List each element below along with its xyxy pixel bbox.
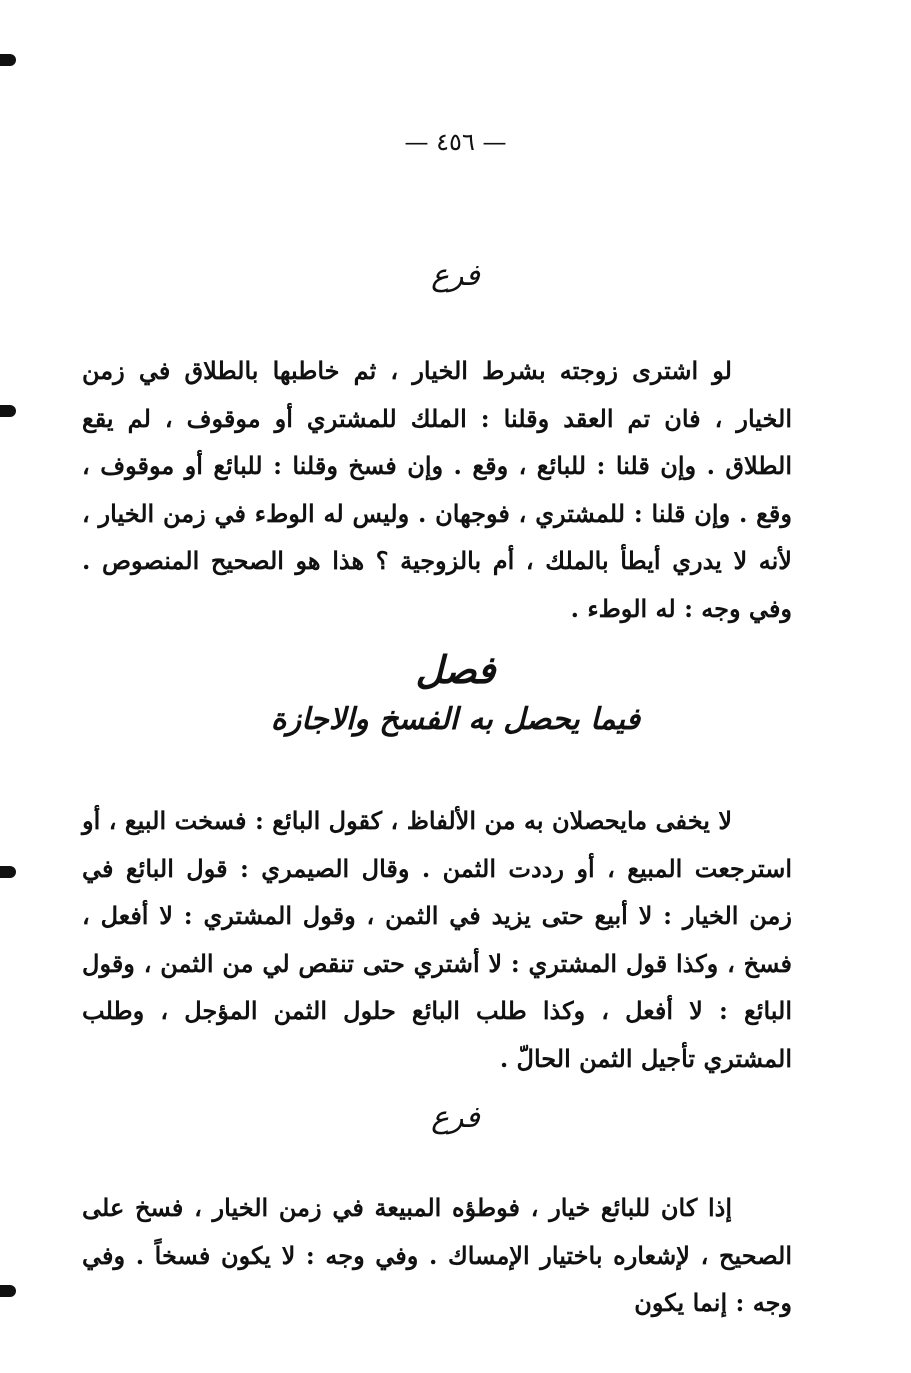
section-paragraph-2	[82, 797, 792, 1082]
paragraph-text: لو اشترى زوجته بشرط الخيار ، ثم خاطبها بالطلاق في زمن الخيار ، فان تم العقد وقلنا : الملك للمشتري أو موقوف ، لم يقع الطلاق . وإن قلنا : للبائع ، وقع . وإن فسخ وقلنا : للبائع أو موقوف ، وقع . وإن قلنا : للمشتري ، فوجهان . وليس له الوطء في زمن الخيار ، لأنه لا يدري أيطأ بالملك ، أم بالزوجية ؟ هذا هو الصحيح المنصوص . وفي وجه : له الوطء .	[82, 356, 792, 623]
paragraph-text: لا يخفى مايحصلان به من الألفاظ ، كقول البائع : فسخت البيع ، أو استرجعت المبيع ، أو رددت الثمن . وقال الصيمري : قول البائع في زمن الخيار : لا أبيع حتى يزيد في الثمن ، وقول المشتري : لا أفعل ، فسخ ، وكذا قول المشتري : لا أشتري حتى تنقص لي من الثمن ، وقول البائع : لا أفعل ، وكذا طلب البائع حلول الثمن المؤجل ، وطلب المشتري تأجيل الثمن الحالّ .	[82, 806, 792, 1073]
chapter-heading-fasl: فصل	[415, 647, 496, 692]
section-paragraph-1	[82, 347, 792, 632]
chapter-subheading: فيما يحصل به الفسخ والاجازة	[270, 702, 641, 737]
scan-edge-mark	[0, 405, 16, 417]
scan-edge-mark	[0, 54, 16, 66]
section-heading-far-2: فرع	[431, 1100, 480, 1135]
scan-edge-mark	[0, 1285, 16, 1297]
section-paragraph-3	[82, 1184, 792, 1327]
section-heading-far-1: فرع	[431, 258, 480, 293]
paragraph-text: إذا كان للبائع خيار ، فوطؤه المبيعة في زمن الخيار ، فسخ على الصحيح ، لإشعاره باختيار الإمساك . وفي وجه : لا يكون فسخاً . وفي وجه : إنما يكون	[82, 1193, 792, 1317]
page-number: — ٤٥٦ —	[404, 128, 507, 156]
scan-edge-mark	[0, 866, 16, 878]
